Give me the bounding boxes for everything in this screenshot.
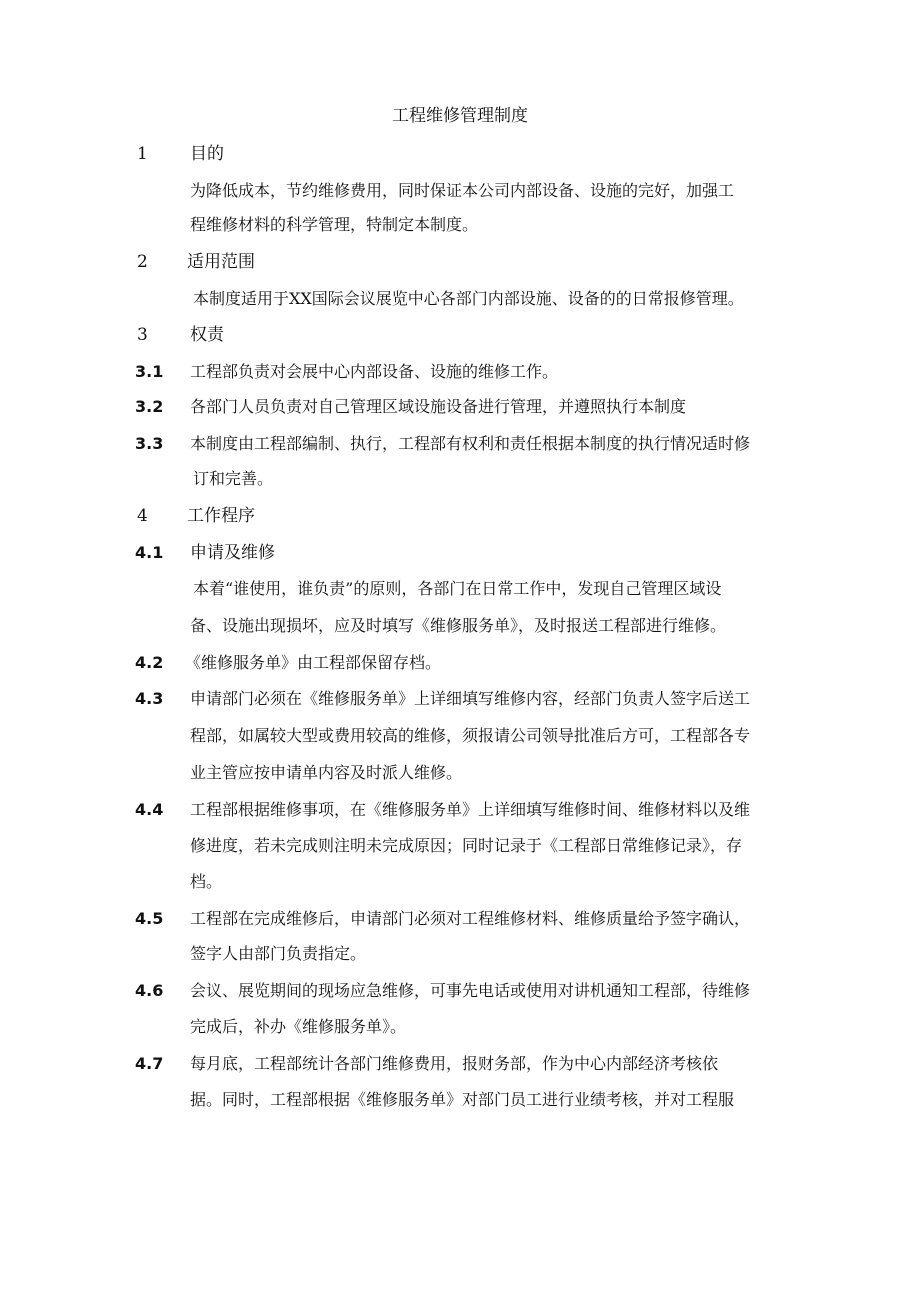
paragraph-line: 签字人由部门负责指定。: [190, 944, 367, 963]
item-number: 4.6: [135, 981, 164, 1000]
paragraph-line: 《维修服务单》由工程部保留存档。: [185, 653, 442, 672]
paragraph-line: 完成后，补办《维修服务单》。: [190, 1017, 407, 1036]
item-number: 4.7: [135, 1054, 164, 1073]
paragraph-line: 工程部负责对会展中心内部设备、设施的维修工作。: [190, 362, 559, 381]
paragraph-line: 程维修材料的科学管理，特制定本制度。: [190, 215, 479, 234]
paragraph-line: 修进度，若未完成则注明未完成原因；同时记录于《工程部日常维修记录》，存: [190, 836, 743, 855]
paragraph-line: 据。同时，工程部根据《维修服务单》对部门员工进行业绩考核，并对工程服: [190, 1090, 735, 1109]
item-number: 4.3: [135, 689, 164, 708]
item-number: 3.1: [135, 362, 164, 381]
item-number: 3.3: [135, 434, 164, 453]
paragraph-line: 每月底，工程部统计各部门维修费用，报财务部，作为中心内部经济考核依: [190, 1054, 719, 1073]
section-heading: 工作程序: [187, 506, 255, 526]
section-heading: 适用范围: [187, 252, 255, 272]
item-number: 4.4: [135, 800, 164, 819]
section-number: 3: [137, 325, 148, 345]
paragraph-line: 本制度由工程部编制、执行，工程部有权利和责任根据本制度的执行情况适时修: [190, 434, 751, 453]
paragraph-line: 各部门人员负责对自己管理区域设施设备进行管理，并遵照执行本制度: [190, 397, 687, 416]
paragraph-line: 本制度适用于XX国际会议展览中心各部门内部设施、设备的的日常报修管理。: [193, 289, 744, 308]
paragraph-line: 工程部在完成维修后，申请部门必须对工程维修材料、维修质量给予签字确认，: [190, 909, 751, 928]
section-number: 4: [137, 506, 148, 526]
section-number: 1: [137, 144, 148, 164]
section-heading: 权责: [190, 325, 224, 345]
paragraph-line: 档。: [190, 872, 223, 891]
item-number: 4.2: [135, 653, 164, 672]
paragraph-line: 本着“谁使用，谁负责”的原则，各部门在日常工作中，发现自己管理区域设: [193, 579, 722, 598]
item-number: 4.5: [135, 909, 164, 928]
paragraph-line: 业主管应按申请单内容及时派人维修。: [190, 763, 463, 782]
paragraph-line: 申请部门必须在《维修服务单》上详细填写维修内容，经部门负责人签字后送工: [190, 689, 751, 708]
section-heading: 目的: [190, 144, 224, 164]
section-number: 2: [137, 252, 148, 272]
paragraph-line: 会议、展览期间的现场应急维修，可事先电话或使用对讲机通知工程部，待维修: [190, 981, 751, 1000]
item-number: 4.1: [135, 543, 164, 562]
item-heading: 申请及维修: [190, 543, 275, 563]
document-title: 工程维修管理制度: [392, 106, 528, 126]
paragraph-line: 订和完善。: [193, 469, 274, 488]
paragraph-line: 为降低成本，节约维修费用，同时保证本公司内部设备、设施的完好，加强工: [190, 181, 735, 200]
paragraph-line: 工程部根据维修事项，在《维修服务单》上详细填写维修时间、维修材料以及维: [190, 800, 751, 819]
item-number: 3.2: [135, 397, 164, 416]
paragraph-line: 备、设施出现损坏，应及时填写《维修服务单》，及时报送工程部进行维修。: [190, 616, 727, 635]
paragraph-line: 程部，如属较大型或费用较高的维修，须报请公司领导批准后方可，工程部各专: [190, 726, 751, 745]
